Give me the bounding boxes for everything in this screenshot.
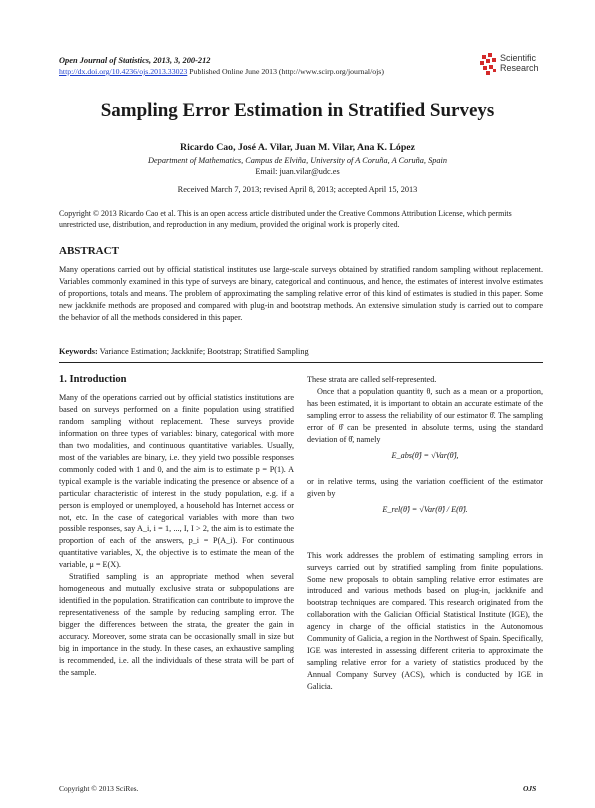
scientific-research-logo bbox=[480, 52, 542, 80]
authors: Ricardo Cao, José A. Vilar, Juan M. Vilar, Ana K. López bbox=[180, 142, 415, 153]
right-column bbox=[307, 374, 543, 693]
keywords-label: Keywords: bbox=[59, 347, 98, 356]
equation-rel-error: E_rel(θ̂) = √Var(θ̂) / E(θ̂). bbox=[382, 504, 468, 514]
intro-paragraph-1: Many of the operations carried out by official statistics institutions are based on surveys performed on a finite population using stratified random sampling without replacement. These surveys provide information on three types of variables: binary, categorical with more than two modalities, and continuous quantitative variables. Usually, most of the variables are binary, i.e. they yield two possible responses commonly coded with 1 and 0, and the aim is to estimate p = P(1). A typical example is the variable indicating the presence or absence of a particular characteristic of interest in the study population, e.g. if a person is employed or unemployed, a household has Internet access or not, etc. In the case of categorical variables with more than two possible responses, say A_i, i = 1, ..., I, I > 2, the aim is to estimate the proportion of each of the answers, p_i = P(A_i). For continuous quantitative variables, X, the objective is to estimate the mean of the variable, μ = E(X). bbox=[59, 393, 294, 570]
footer-copyright: Copyright © 2013 SciRes. bbox=[59, 784, 139, 793]
email: Email: juan.vilar@udc.es bbox=[255, 167, 340, 176]
section-divider bbox=[59, 362, 543, 363]
left-column bbox=[59, 392, 294, 679]
doi-line bbox=[59, 67, 384, 76]
intro-heading: 1. Introduction bbox=[59, 374, 127, 385]
journal-citation: Open Journal of Statistics, 2013, 3, 200-212 bbox=[59, 56, 211, 65]
logo-mark-icon bbox=[480, 53, 498, 75]
copyright-notice: Copyright © 2013 Ricardo Cao et al. This is an open access article distributed under the Creative Commons Attribution License, which permits unrestricted use, distribution, and reproduction in any medium, provided the original work is properly cited. bbox=[59, 209, 512, 229]
footer-journal: OJS bbox=[523, 784, 537, 793]
published-online: Published Online June 2013 (http://www.scirp.org/journal/ojs) bbox=[189, 67, 384, 76]
abstract-text: Many operations carried out by official statistical institutes use large-scale surveys obtained by stratified random sampling without replacement. Variables commonly examined in this type of surveys are binary, categorical and continuous, and hence, the estimates of interest involve estimates of proportions, totals and means. The problem of approximating the sampling relative error of this kind of estimates is studied in this paper. Some new jackknife methods are proposed and compared with plug-in and bootstrap methods. An extensive simulation study is carried out to compare the behavior of all the methods considered in this paper. bbox=[59, 265, 543, 322]
affiliation: Department of Mathematics, Campus de Elviña, University of A Coruña, A Coruña, Spain bbox=[148, 156, 447, 165]
right-paragraph-1: Once that a population quantity θ, such as a mean or a proportion, has been estimated, it is important to obtain an accurate estimate of the sampling error to assess the reliability of our estimator θ̂. The sampling error of θ̂ can be presented in absolute terms, using the standard deviation of θ̂, namely bbox=[307, 386, 543, 444]
logo-text: Scientific Research bbox=[500, 53, 539, 73]
received-dates: Received March 7, 2013; revised April 8, 2013; accepted April 15, 2013 bbox=[177, 185, 418, 194]
intro-paragraph-2: Stratified sampling is an appropriate method when several homogeneous and mutually exclusive strata or subpopulations are identified in the population. Stratification can contribute to improve the representativeness of the sample by reducing sampling error. The bigger the differences between the strata, the greater the gain in accuracy. Moreover, some strata can be occasionally small in size but big in importance in the study. In these cases, an exhaustive sampling is recommended, i.e. all the individuals of these strata will be part of the sample. bbox=[59, 572, 294, 677]
keywords-list: Variance Estimation; Jackknife; Bootstrap; Stratified Sampling bbox=[99, 347, 309, 356]
equation-abs-error: E_abs(θ̂) = √Var(θ̂), bbox=[391, 450, 459, 460]
right-paragraph-3: This work addresses the problem of estimating sampling errors in surveys carried out by stratified sampling from finite populations. Some new proposals to obtain sampling relative error estimates are introduced and various methods based on plug-in, jackknife and bootstrap techniques are compared. This research originated from the collaboration with the Galician Official Statistical Institute (IGE), the agency in charge of the official statistics in the Autonomous Community of Galicia, a region in the Northwest of Spain. Specifically, IGE was interested in assessing different criteria to approximate the sampling relative error for a variety of statistics produced by the Annual Company Survey (ACS), which is conducted by IGE in Galicia. bbox=[307, 550, 543, 692]
keywords bbox=[59, 346, 543, 358]
doi-link[interactable]: http://dx.doi.org/10.4236/ojs.2013.33023 bbox=[59, 67, 188, 76]
right-paragraph-2: or in relative terms, using the variation coefficient of the estimator given by bbox=[307, 476, 543, 498]
paper-title: Sampling Error Estimation in Stratified Surveys bbox=[100, 100, 495, 121]
abstract-heading: ABSTRACT bbox=[59, 245, 119, 257]
right-paragraph-0: These strata are called self-represented. bbox=[307, 375, 437, 384]
